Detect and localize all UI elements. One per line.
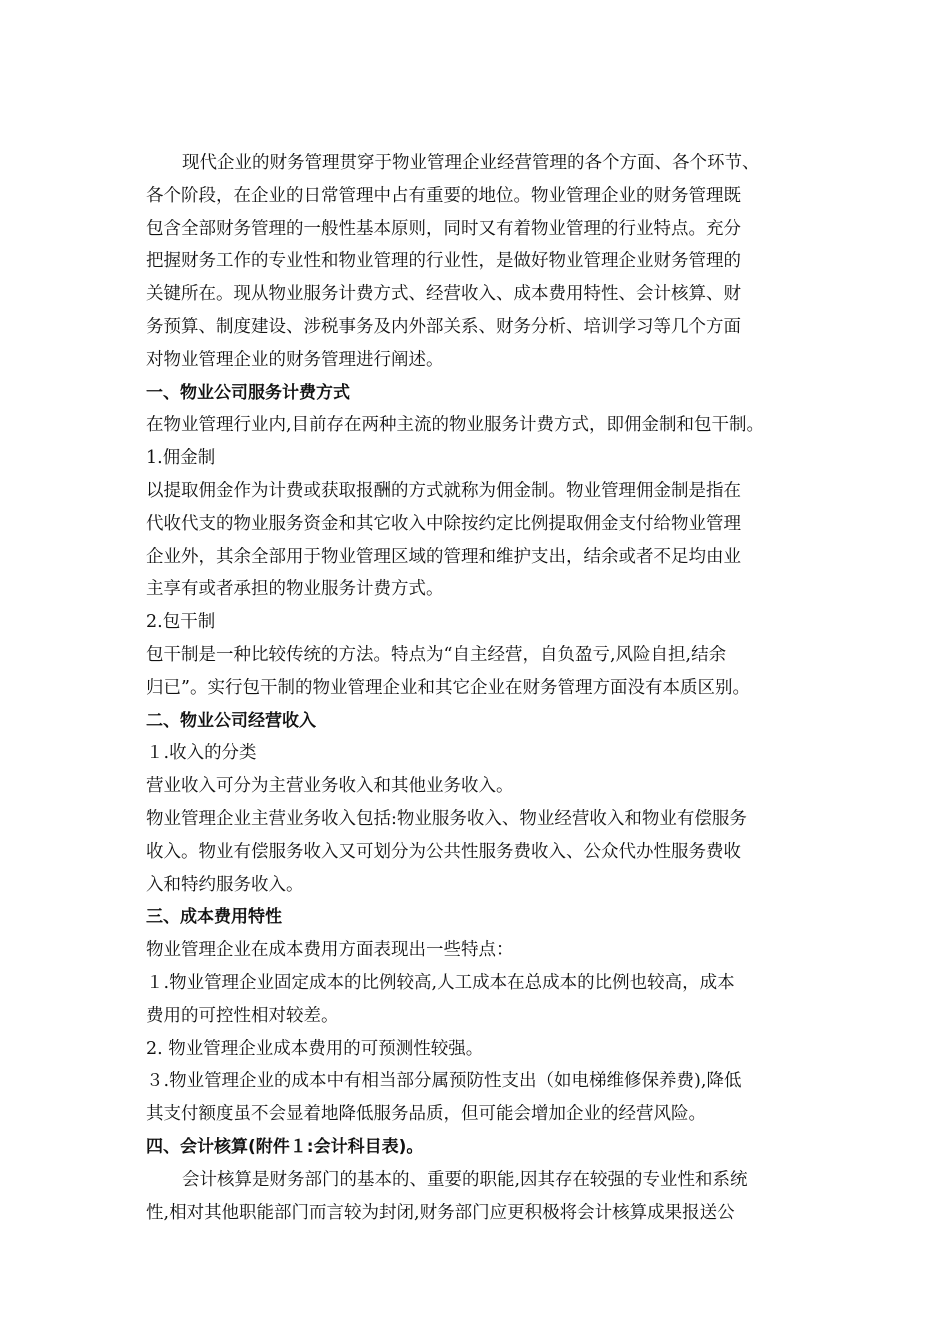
paragraph-line: 费用的可控性相对较差。 (146, 1005, 339, 1026)
paragraph-line: 物业管理企业主营业务收入包括:物业服务收入、物业经营收入和物业有偿服务 (146, 808, 747, 829)
intro-line: 对物业管理企业的财务管理进行阐述。 (146, 349, 444, 370)
paragraph-line: 主享有或者承担的物业服务计费方式。 (146, 579, 444, 600)
intro-line: 关键所在。现从物业服务计费方式、经营收入、成本费用特性、会计核算、财 (146, 284, 741, 305)
intro-line: 现代企业的财务管理贯穿于物业管理企业经营管理的各个方面、各个环节、 (182, 153, 760, 173)
section-heading: 二、物业公司经营收入 (146, 710, 316, 731)
paragraph-line: 其支付额度虽不会显着地降低服务品质，但可能会增加企业的经营风险。 (146, 1104, 706, 1125)
paragraph-line: 性,相对其他职能部门而言较为封闭,财务部门应更积极将会计核算成果报送公 (146, 1202, 735, 1223)
intro-line: 务预算、制度建设、涉税事务及内外部关系、财务分析、培训学习等几个方面 (146, 316, 741, 337)
list-item: 2. 物业管理企业成本费用的可预测性较强。 (146, 1038, 484, 1059)
subsection-title: 2.包干制 (146, 612, 216, 633)
paragraph-line: 包干制是一种比较传统的方法。特点为“自主经营，自负盈亏,风险自担,结余 (146, 644, 727, 665)
paragraph-line: 代收代支的物业服务资金和其它收入中除按约定比例提取佣金支付给物业管理 (146, 513, 741, 534)
list-item: １.物业管理企业固定成本的比例较高,人工成本在总成本的比例也较高，成本 (146, 972, 735, 993)
paragraph-line: 在物业管理行业内,目前存在两种主流的物业服务计费方式，即佣金制和包干制。 (146, 415, 765, 436)
list-item: ３.物业管理企业的成本中有相当部分属预防性支出（如电梯维修保养费),降低 (146, 1071, 742, 1092)
paragraph-line: 营业收入可分为主营业务收入和其他业务收入。 (146, 776, 514, 797)
paragraph-line: 会计核算是财务部门的基本的、重要的职能,因其存在较强的专业性和系统 (182, 1169, 748, 1190)
subsection-title: 1.佣金制 (146, 448, 216, 469)
section-heading: 四、会计核算(附件１:会计科目表)。 (146, 1136, 424, 1157)
intro-line: 把握财务工作的专业性和物业管理的行业性，是做好物业管理企业财务管理的 (146, 251, 741, 272)
paragraph-line: 入和特约服务收入。 (146, 874, 304, 895)
paragraph-line: 归已”。实行包干制的物业管理企业和其它企业在财务管理方面没有本质区别。 (146, 677, 750, 698)
section-heading: 一、物业公司服务计费方式 (146, 382, 350, 403)
intro-line: 各个阶段，在企业的日常管理中占有重要的地位。物业管理企业的财务管理既 (146, 185, 741, 206)
paragraph-line: 企业外，其余全部用于物业管理区域的管理和维护支出，结余或者不足均由业 (146, 546, 741, 567)
subsection-title: １.收入的分类 (146, 743, 257, 764)
document-body (146, 147, 818, 1229)
paragraph-line: 收入。物业有偿服务收入又可划分为公共性服务费收入、公众代办性服务费收 (146, 841, 741, 862)
paragraph-line: 物业管理企业在成本费用方面表现出一些特点： (146, 940, 514, 961)
section-heading: 三、成本费用特性 (146, 907, 282, 928)
intro-line: 包含全部财务管理的一般性基本原则，同时又有着物业管理的行业特点。充分 (146, 218, 741, 239)
paragraph-line: 以提取佣金作为计费或获取报酬的方式就称为佣金制。物业管理佣金制是指在 (146, 480, 741, 501)
